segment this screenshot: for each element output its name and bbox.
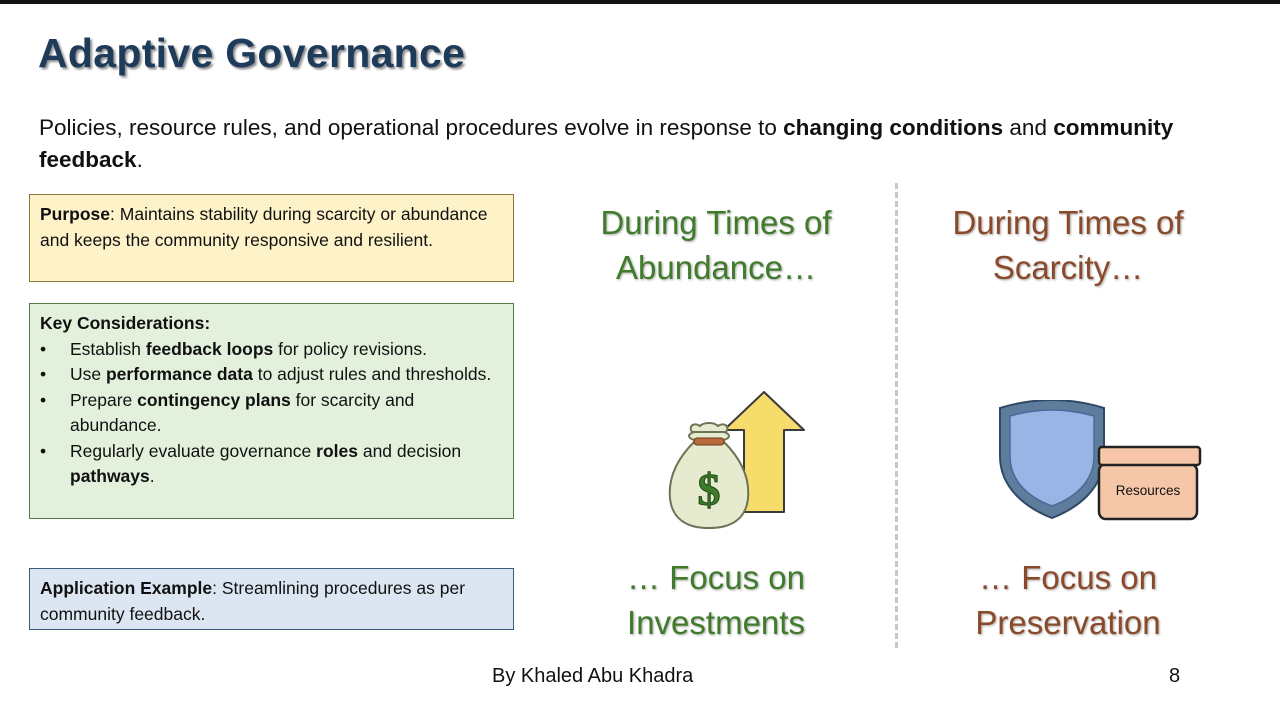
key-considerations-heading xyxy=(40,311,503,337)
abundance-focus xyxy=(546,555,886,645)
application-example-box xyxy=(29,568,514,630)
top-border-bar xyxy=(0,0,1280,4)
intro-text-3: . xyxy=(136,147,143,172)
preservation-illustration xyxy=(996,400,1206,529)
abundance-heading-line1: During Times of xyxy=(600,204,832,241)
item-text: Establish xyxy=(70,338,146,359)
purpose-box xyxy=(29,194,514,282)
abundance-focus-line1: … Focus on xyxy=(627,559,805,596)
footer-author: By Khaled Abu Khadra xyxy=(492,665,694,687)
item-bold: performance data xyxy=(105,364,253,384)
money-growth-svg xyxy=(664,388,810,534)
investment-illustration xyxy=(664,388,810,539)
scarcity-focus-line2: Preservation xyxy=(975,604,1161,641)
money-bag-icon xyxy=(670,423,749,528)
item-text: . xyxy=(149,466,155,486)
scarcity-heading-line1: During Times of xyxy=(952,204,1184,241)
list-item xyxy=(40,362,503,388)
purpose-text: : Maintains stability during scarcity or abundance and keeps the community responsive and resilient. xyxy=(40,204,488,250)
abundance-focus-line2: Investments xyxy=(627,604,805,641)
page-number: 8 xyxy=(1169,665,1181,687)
intro-bold-community-feedback: community feedback xyxy=(39,115,1174,172)
abundance-heading-line2: Abundance… xyxy=(616,249,816,286)
item-bold: pathways xyxy=(70,466,150,486)
item-text: Prepare xyxy=(70,389,138,410)
intro-bold-changing-conditions: changing conditions xyxy=(783,115,1004,140)
item-bold: contingency plans xyxy=(137,389,291,410)
shield-icon xyxy=(1000,400,1104,518)
list-item xyxy=(40,388,503,439)
intro-text-1: Policies, resource rules, and operational procedures evolve in response to xyxy=(39,115,784,140)
abundance-heading xyxy=(546,200,886,290)
item-bold: roles xyxy=(316,440,358,461)
key-considerations-list xyxy=(40,337,503,490)
scarcity-focus xyxy=(898,555,1238,645)
item-text: and decision xyxy=(357,440,462,461)
intro-text-2: and xyxy=(1003,115,1054,140)
key-considerations-heading-text: Key Considerations: xyxy=(40,313,211,333)
purpose-label: Purpose xyxy=(40,204,111,224)
item-text: for scarcity and abundance. xyxy=(70,389,415,435)
intro-paragraph xyxy=(39,112,1179,176)
list-item xyxy=(40,337,503,363)
dollar-sign: $ xyxy=(697,464,721,515)
resources-label: Resources xyxy=(1115,483,1181,498)
scarcity-heading-line2: Scarcity… xyxy=(992,249,1144,286)
item-text: for policy revisions. xyxy=(273,338,427,359)
shield-resources-svg xyxy=(996,400,1206,524)
slide-title: Adaptive Governance xyxy=(38,30,466,76)
scarcity-heading xyxy=(898,200,1238,290)
item-text: Use xyxy=(70,364,106,384)
item-bold: feedback loops xyxy=(145,338,274,359)
application-label: Application Example xyxy=(40,578,213,598)
resources-box-icon xyxy=(1099,447,1200,519)
list-item xyxy=(40,439,503,490)
item-text: to adjust rules and thresholds. xyxy=(252,364,492,384)
key-considerations-box xyxy=(29,303,514,519)
item-text: Regularly evaluate governance xyxy=(70,440,317,461)
application-text: : Streamlining procedures as per community feedback. xyxy=(40,578,466,624)
scarcity-focus-line1: … Focus on xyxy=(979,559,1157,596)
